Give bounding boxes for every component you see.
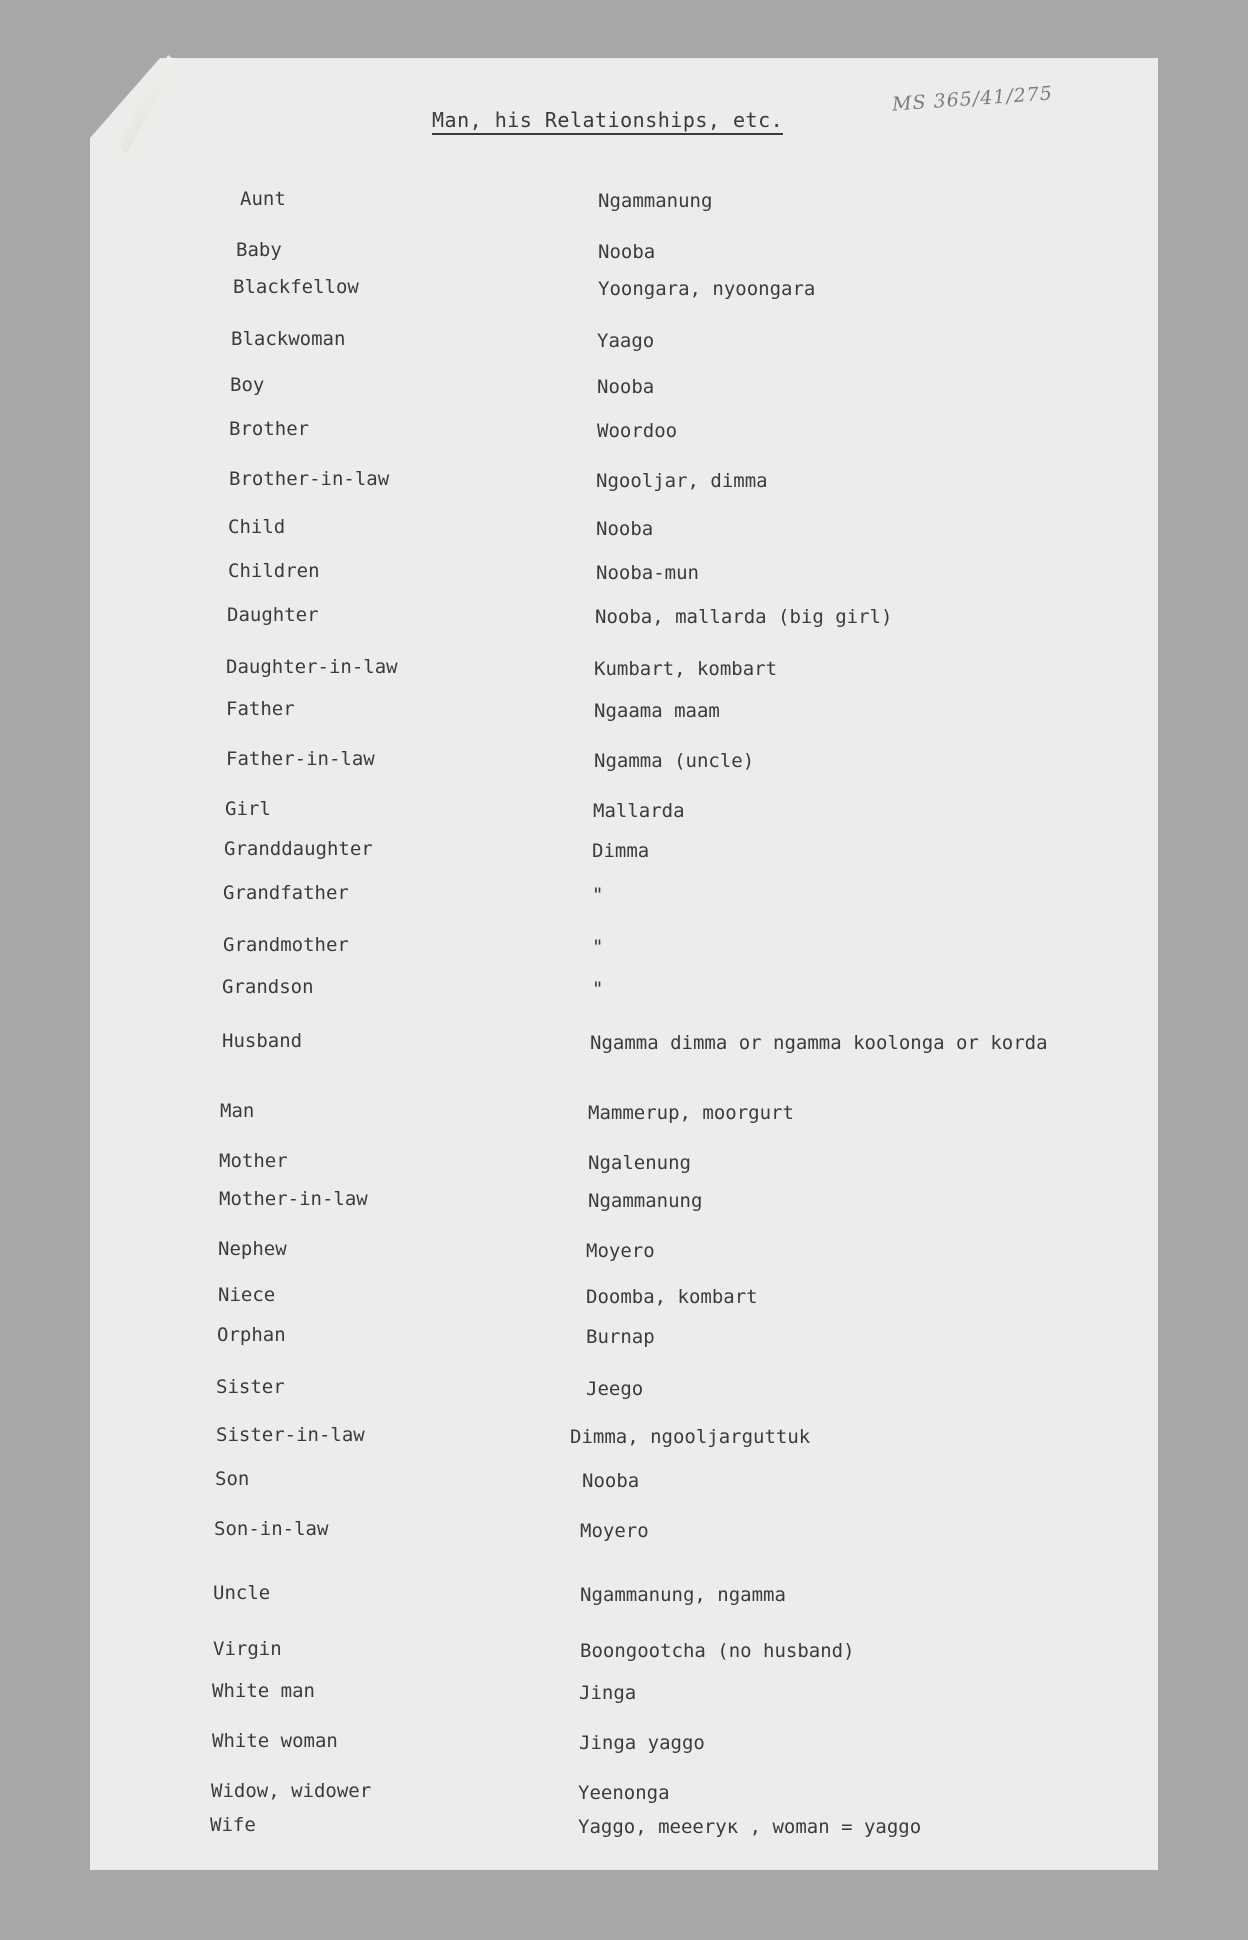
entry-term: Son [215, 1468, 250, 1490]
entry-term: Blackwoman [231, 328, 346, 350]
entry-term: Girl [225, 798, 271, 820]
entry-term: Nephew [218, 1238, 287, 1260]
entry-translation: Mallarda [593, 800, 685, 822]
entry-term: Brother [229, 418, 310, 440]
entry-term: Blackfellow [233, 276, 359, 298]
entry-translation: Nooba [598, 241, 656, 263]
entry-translation: Ngaama maam [594, 700, 720, 722]
entry-translation: Ngammanung [598, 190, 713, 212]
entry-translation: Ngooljar, dimma [596, 470, 768, 492]
entry-term: Sister-in-law [216, 1424, 365, 1446]
entry-term: Father-in-law [226, 748, 375, 770]
entry-term: Man [220, 1100, 255, 1122]
entry-translation: Dimma, ngooljarguttuk [570, 1426, 811, 1448]
entry-translation: Moyero [586, 1240, 655, 1262]
entry-translation: Moyero [580, 1520, 649, 1542]
entry-translation: Woordoo [597, 420, 678, 442]
entry-translation: Jeego [586, 1378, 644, 1400]
entry-translation: Yeenonga [578, 1782, 670, 1804]
entry-translation: " [592, 936, 604, 958]
entry-translation: Yaago [597, 330, 655, 352]
entry-translation: Boongootcha (no husband) [580, 1640, 855, 1662]
entry-term: Daughter-in-law [226, 656, 398, 678]
entry-translation: Ngammanung, ngamma [580, 1584, 786, 1606]
entry-term: White woman [212, 1730, 338, 1752]
entry-term: Granddaughter [224, 838, 373, 860]
entry-term: Mother-in-law [219, 1188, 368, 1210]
entry-translation: Yoongara, nyoongara [598, 278, 816, 300]
entry-translation: Ngalenung [588, 1152, 691, 1174]
entry-translation: Dimma [592, 840, 650, 862]
entry-term: Grandson [222, 976, 314, 998]
entry-translation: Ngamma (uncle) [594, 750, 755, 772]
entry-translation: Jinga yaggo [579, 1732, 705, 1754]
entry-term: Virgin [213, 1638, 282, 1660]
entry-translation: Kumbart, kombart [594, 658, 778, 680]
entry-term: Orphan [217, 1324, 286, 1346]
page-title: Man, his Relationships, etc. [432, 108, 783, 135]
entry-term: Husband [222, 1030, 303, 1052]
entry-translation: Nooba [582, 1470, 640, 1492]
entry-term: Grandfather [223, 882, 349, 904]
entry-translation: Nooba [597, 376, 655, 398]
entry-translation: Nooba, mallarda (big girl) [595, 606, 893, 628]
entry-term: Son-in-law [214, 1518, 329, 1540]
entry-term: Daughter [227, 604, 319, 626]
entry-translation: Ngamma dimma or ngamma koolonga or korda [590, 1032, 1048, 1054]
entry-term: Widow, widower [211, 1780, 372, 1802]
catalog-number: MS 365/41/275 [891, 82, 1054, 116]
entry-translation: Nooba-mun [596, 562, 699, 584]
entry-term: Sister [216, 1376, 285, 1398]
entry-term: Baby [236, 239, 282, 261]
entry-translation: " [592, 978, 604, 1000]
entry-term: Uncle [213, 1582, 271, 1604]
entry-translation: Nooba [596, 518, 654, 540]
entry-translation: " [592, 884, 604, 906]
entry-term: Mother [219, 1150, 288, 1172]
entry-translation: Ngammanung [588, 1190, 703, 1212]
entry-term: White man [212, 1680, 315, 1702]
entry-translation: Jinga [579, 1682, 637, 1704]
entry-translation: Burnap [586, 1326, 655, 1348]
entry-term: Brother-in-law [229, 468, 390, 490]
entry-term: Father [226, 698, 295, 720]
entry-term: Niece [218, 1284, 276, 1306]
entry-term: Child [228, 516, 286, 538]
entry-translation: Yaggo, meeerук , woman = yaggo [578, 1816, 922, 1838]
entry-term: Wife [210, 1814, 256, 1836]
entry-translation: Doomba, kombart [586, 1286, 758, 1308]
entry-term: Aunt [240, 188, 286, 210]
entry-term: Boy [230, 374, 265, 396]
entry-term: Children [228, 560, 320, 582]
entry-translation: Mammerup, moorgurt [588, 1102, 794, 1124]
entry-term: Grandmother [223, 934, 349, 956]
